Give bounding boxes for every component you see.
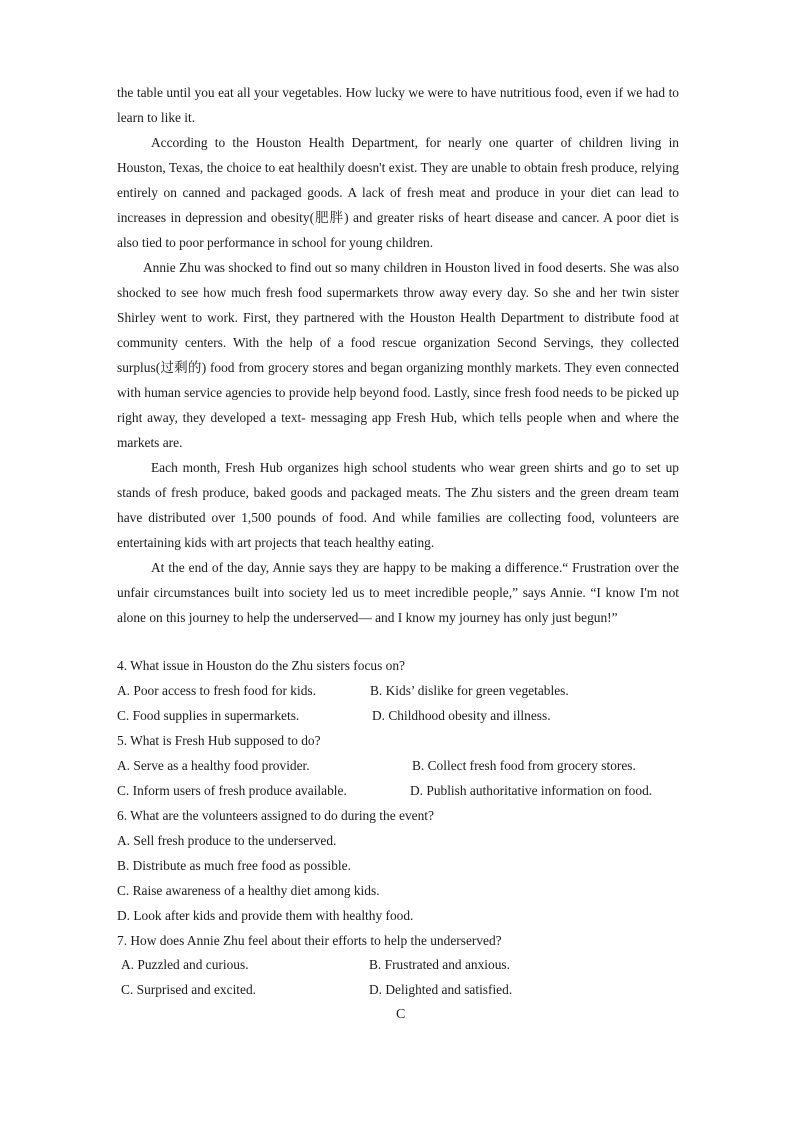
- question-6-stem: 6. What are the volunteers assigned to do during the event?: [117, 808, 434, 823]
- passage-paragraph-3: Each month, Fresh Hub organizes high school students who wear green shirts and go to set up stands of fresh produce, baked goods and packaged meats. The Zhu sisters and the green dream team have distributed over 1,500 pounds of food. And while families are collecting food, volunteers are entertaining kids with art projects that teach healthy eating.: [117, 460, 679, 550]
- question-4-stem: 4. What issue in Houston do the Zhu sisters focus on?: [117, 658, 405, 673]
- question-4-option-c[interactable]: C. Food supplies in supermarkets.: [117, 708, 300, 723]
- passage-paragraph-1: According to the Houston Health Department, for nearly one quarter of children living in Houston, Texas, the choice to eat healthily doesn't exist. They are unable to obtain fresh produce, relying entirely on canned and packaged goods. A lack of fresh meat and produce in your diet can lead to increases in depression and obesity(肥胖) and greater risks of heart disease and cancer. A poor diet is also tied to poor performance in school for young children.: [117, 135, 679, 250]
- question-4-option-a[interactable]: A. Poor access to fresh food for kids.: [117, 683, 316, 698]
- question-7-option-b[interactable]: B. Frustrated and anxious.: [369, 957, 510, 972]
- passage-paragraph-4: At the end of the day, Annie says they are happy to be making a difference.“ Frustration over the unfair circumstances built into society led us to meet incredible people,” says Annie. “I know I'm not alone on this journey to help the underserved— and I know my journey has only just begun!”: [117, 560, 679, 625]
- question-5-option-b[interactable]: B. Collect fresh food from grocery stores.: [412, 758, 636, 773]
- question-5-option-d[interactable]: D. Publish authoritative information on food.: [410, 783, 653, 798]
- question-6-option-a[interactable]: A. Sell fresh produce to the underserved.: [117, 833, 337, 848]
- question-6-option-d[interactable]: D. Look after kids and provide them with healthy food.: [117, 908, 414, 923]
- question-5-stem: 5. What is Fresh Hub supposed to do?: [117, 733, 321, 748]
- question-5-option-c[interactable]: C. Inform users of fresh produce available.: [117, 783, 347, 798]
- question-4-option-d[interactable]: D. Childhood obesity and illness.: [372, 708, 551, 723]
- question-7-option-c[interactable]: C. Surprised and excited.: [121, 982, 256, 997]
- question-5-option-a[interactable]: A. Serve as a healthy food provider.: [117, 758, 310, 773]
- question-4-option-b[interactable]: B. Kids’ dislike for green vegetables.: [370, 683, 569, 698]
- passage-paragraph-2: Annie Zhu was shocked to find out so many children in Houston lived in food deserts. She was also shocked to see how much fresh food supermarkets throw away every day. So she and her twin sister Shirley went to work. First, they partnered with the Houston Health Department to distribute food at community centers. With the help of a food rescue organization Second Servings, they collected surplus(过剩的) food from grocery stores and began organizing monthly markets. They even connected with human service agencies to provide help beyond food. Lastly, since fresh food needs to be picked up right away, they developed a text- messaging app Fresh Hub, which tells people when and where the markets are.: [117, 260, 679, 450]
- question-7-option-a[interactable]: A. Puzzled and curious.: [121, 957, 249, 972]
- question-6-option-c[interactable]: C. Raise awareness of a healthy diet among kids.: [117, 883, 380, 898]
- passage-paragraph-0: the table until you eat all your vegetables. How lucky we were to have nutritious food, even if we had to learn to like it.: [117, 85, 679, 125]
- question-7-option-d[interactable]: D. Delighted and satisfied.: [369, 982, 513, 997]
- question-7-stem: 7. How does Annie Zhu feel about their efforts to help the underserved?: [117, 933, 502, 948]
- question-6-option-b[interactable]: B. Distribute as much free food as possible.: [117, 858, 351, 873]
- next-section-heading: C: [396, 1007, 406, 1022]
